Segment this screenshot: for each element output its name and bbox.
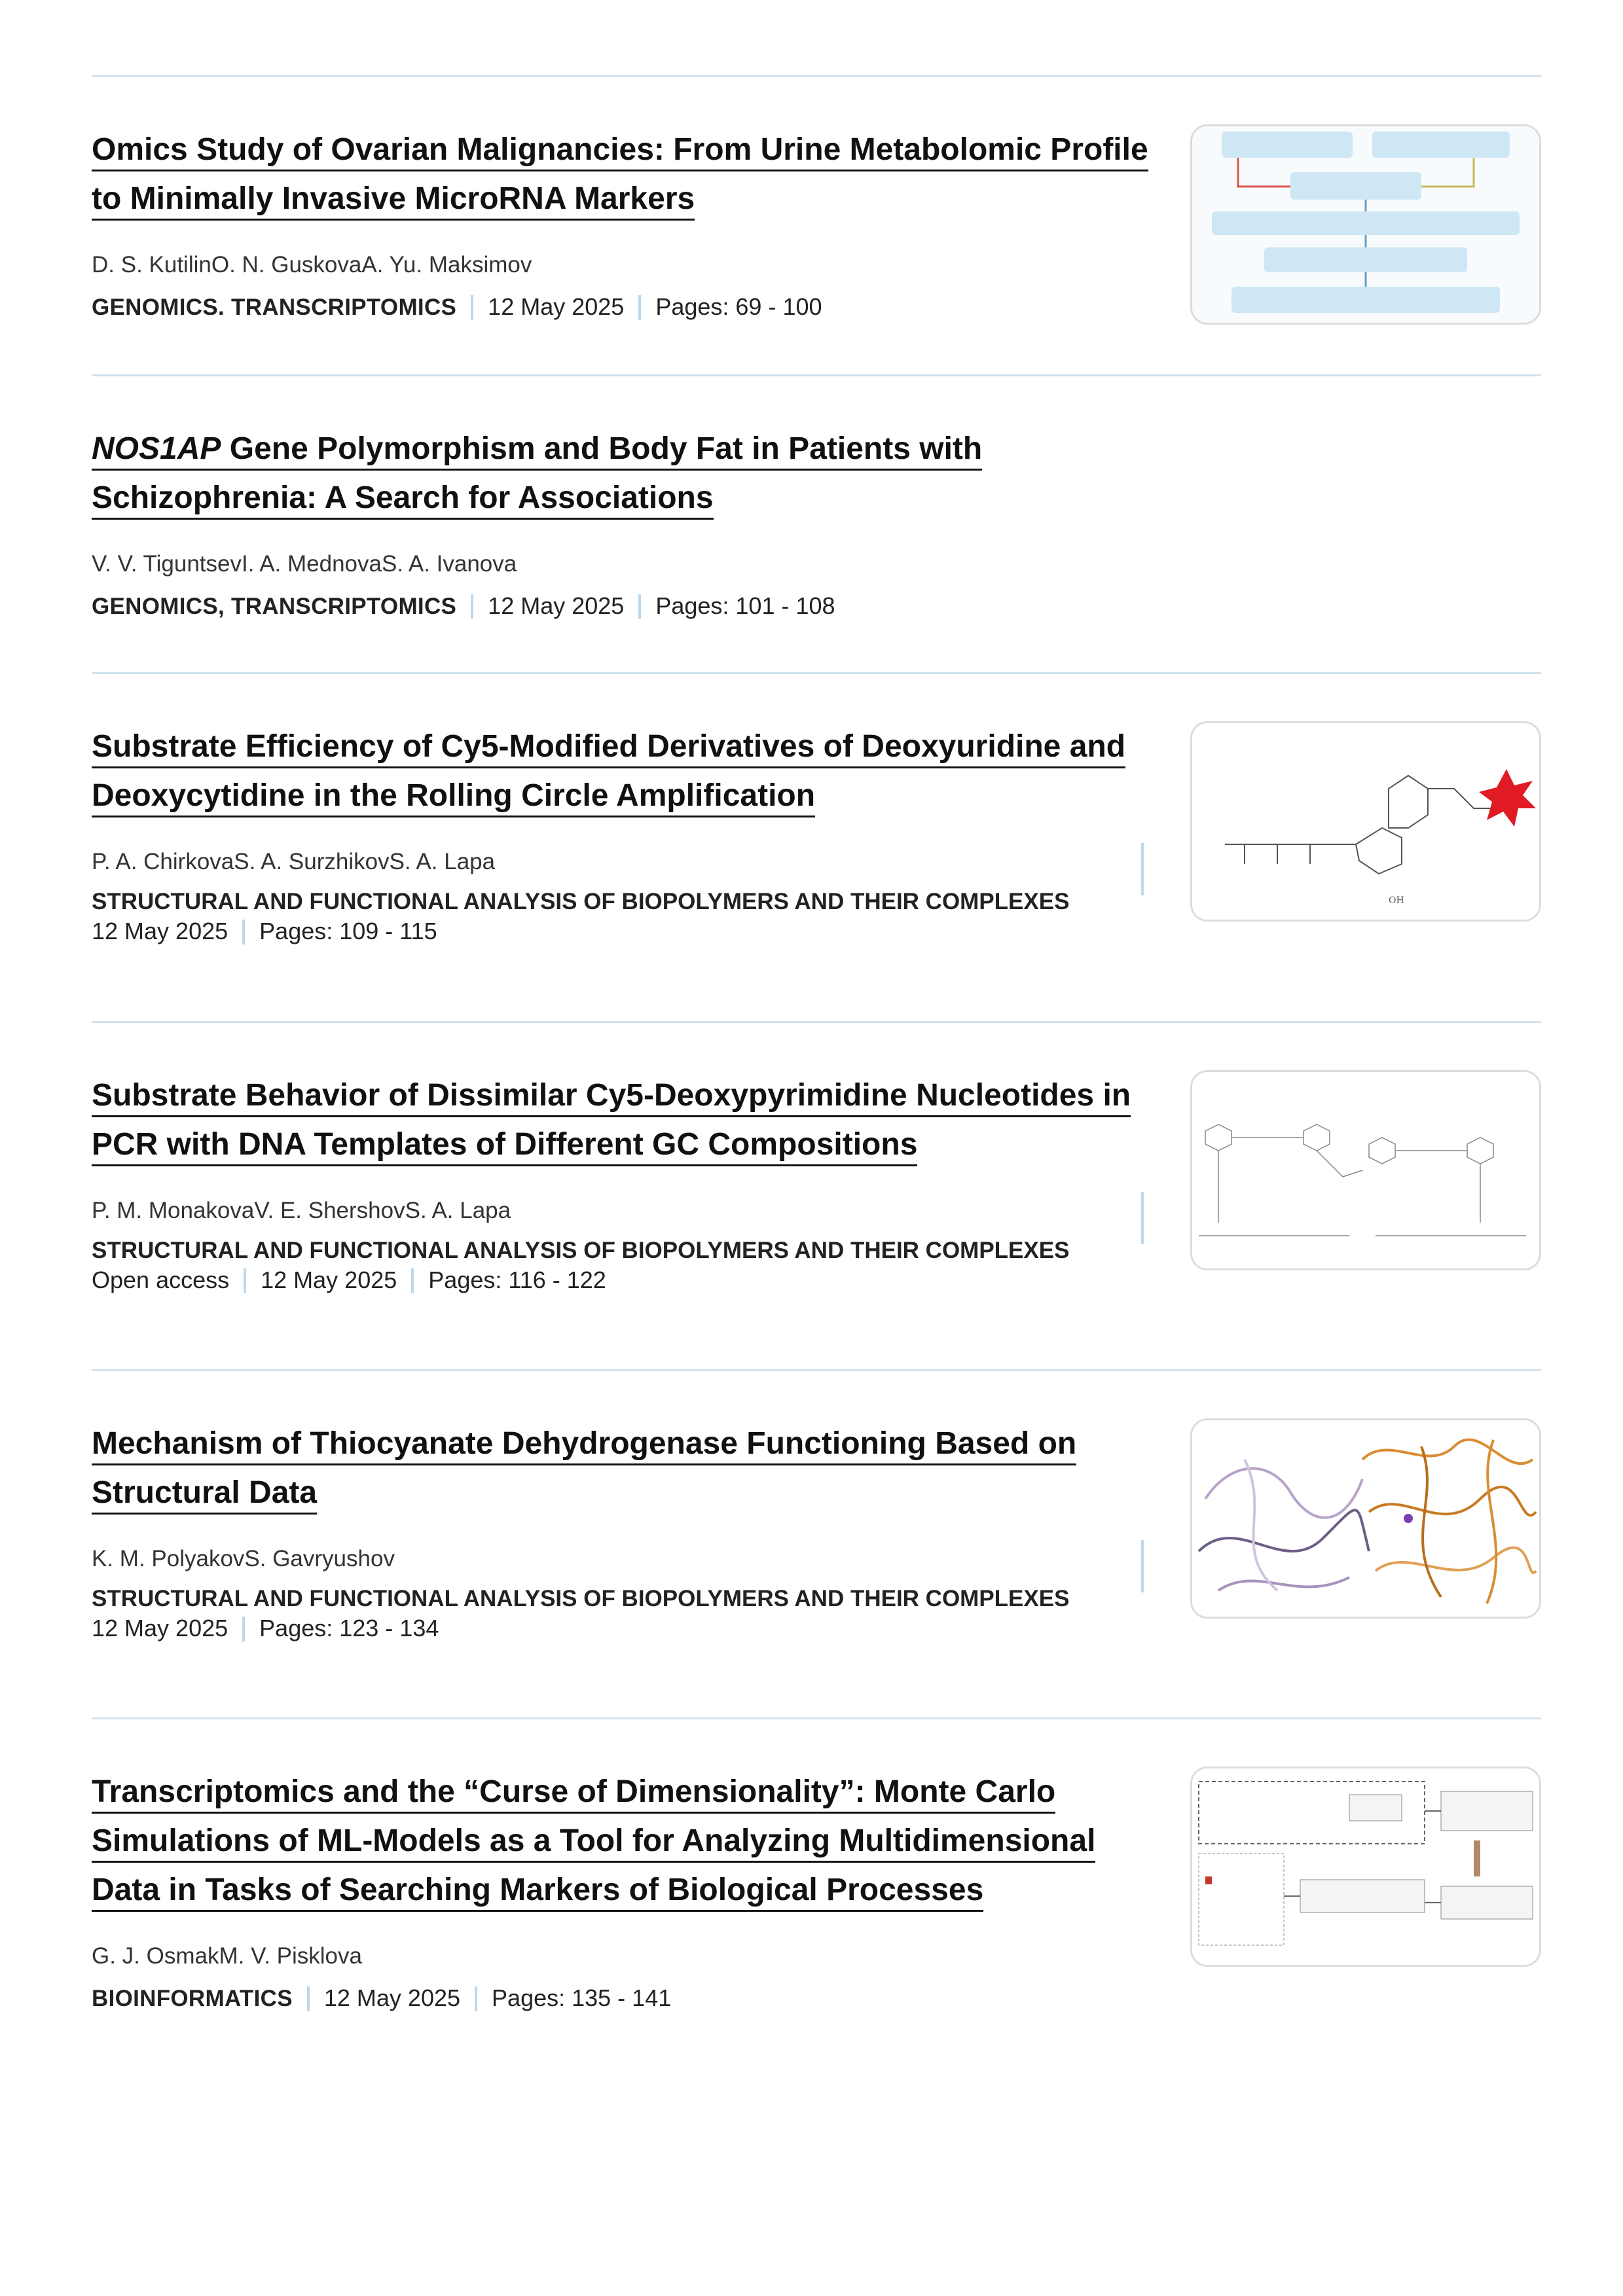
article-card (92, 674, 1541, 1021)
meta-separator (242, 920, 245, 944)
article-title (92, 1719, 1152, 1914)
article-date: 12 May 2025 (323, 1984, 461, 2011)
article-list (92, 75, 1541, 2060)
article-category[interactable]: STRUCTURAL AND FUNCTIONAL ANALYSIS OF BIOPOLYMERS AND THEIR COMPLEXES (92, 889, 1070, 914)
article-date: 12 May 2025 (488, 293, 625, 320)
article-authors: G. J. OsmakM. V. Pisklova (92, 1943, 362, 1969)
article-title (92, 674, 1152, 820)
article-date: 12 May 2025 (488, 592, 625, 619)
article-card (92, 1023, 1541, 1369)
article-title-link[interactable]: Substrate Efficiency of Cy5-Modified Derivatives of Deoxyuridine and Deoxycytidine in the Rolling Circle Amplification (92, 729, 1125, 817)
article-card (92, 1371, 1541, 1717)
gene-name: NOS1AP (92, 431, 221, 466)
article-pages: Pages: 123 - 134 (259, 1615, 439, 1641)
flowchart-thumbnail (1192, 126, 1539, 323)
article-title-link[interactable]: NOS1AP Gene Polymorphism and Body Fat in Patients with Schizophrenia: A Search for Associations (92, 431, 982, 520)
meta-separator (475, 1986, 477, 2011)
article-thumbnail[interactable] (1190, 721, 1541, 922)
article-date: 12 May 2025 (92, 1615, 228, 1641)
article-authors: P. M. MonakovaV. E. ShershovS. A. Lapa (92, 1198, 511, 1223)
svg-text:OH: OH (1389, 895, 1404, 906)
meta-separator (307, 1986, 310, 2011)
article-card (92, 1719, 1541, 2060)
meta-separator (244, 1268, 246, 1293)
article-title-link[interactable]: Omics Study of Ovarian Malignancies: From Urine Metabolomic Profile to Minimally Invasive MicroRNA Markers (92, 132, 1148, 221)
molecule-thumbnail (1192, 723, 1539, 920)
article-category[interactable]: BIOINFORMATICS (92, 1986, 293, 2011)
meta-separator (1141, 1192, 1144, 1244)
article-title (92, 1371, 1152, 1517)
access-badge: Open access (92, 1266, 230, 1293)
article-category[interactable]: STRUCTURAL AND FUNCTIONAL ANALYSIS OF BIOPOLYMERS AND THEIR COMPLEXES (92, 1238, 1070, 1263)
meta-separator (471, 594, 473, 619)
article-pages: Pages: 101 - 108 (655, 592, 835, 619)
article-category[interactable]: GENOMICS. TRANSCRIPTOMICS (92, 295, 457, 320)
article-pages: Pages: 109 - 115 (259, 918, 437, 944)
cy5-dye-thumbnail (1192, 1072, 1539, 1268)
meta-separator (411, 1268, 414, 1293)
article-card (92, 376, 1541, 672)
article-title-link[interactable]: Mechanism of Thiocyanate Dehydrogenase Functioning Based on Structural Data (92, 1426, 1076, 1515)
article-meta (92, 593, 1541, 620)
meta-separator (242, 1617, 245, 1641)
article-thumbnail[interactable] (1190, 1418, 1541, 1619)
article-thumbnail[interactable] (1190, 124, 1541, 325)
article-meta (92, 1985, 1541, 2012)
protein-structure-thumbnail (1192, 1420, 1539, 1617)
article-title-link[interactable]: Substrate Behavior of Dissimilar Cy5-Deoxypyrimidine Nucleotides in PCR with DNA Templates of Different GC Compositions (92, 1078, 1131, 1166)
meta-separator (471, 295, 473, 320)
article-authors: D. S. KutilinO. N. GuskovaA. Yu. Maksimov (92, 252, 532, 278)
meta-separator (1141, 1540, 1144, 1592)
article-date: 12 May 2025 (92, 918, 228, 944)
article-title (92, 376, 1152, 522)
article-title-link[interactable]: Transcriptomics and the “Curse of Dimensionality”: Monte Carlo Simulations of ML-Models as a Tool for Analyzing Multidimensional Data in Tasks of Searching Markers of Biological Processes (92, 1774, 1095, 1912)
article-pages: Pages: 69 - 100 (655, 293, 822, 320)
article-title (92, 77, 1152, 223)
article-card (92, 77, 1541, 374)
article-title (92, 1023, 1152, 1169)
article-pages: Pages: 135 - 141 (492, 1984, 672, 2011)
article-authors: P. A. ChirkovaS. A. SurzhikovS. A. Lapa (92, 849, 496, 874)
article-authors: K. M. PolyakovS. Gavryushov (92, 1546, 395, 1571)
article-thumbnail[interactable] (1190, 1767, 1541, 1967)
pipeline-diagram-thumbnail (1192, 1768, 1539, 1965)
meta-separator (638, 295, 641, 320)
article-pages: Pages: 116 - 122 (428, 1266, 606, 1293)
article-authors: V. V. TiguntsevI. A. MednovaS. A. Ivanova (92, 551, 517, 577)
article-category[interactable]: STRUCTURAL AND FUNCTIONAL ANALYSIS OF BIOPOLYMERS AND THEIR COMPLEXES (92, 1586, 1070, 1611)
article-thumbnail[interactable] (1190, 1070, 1541, 1270)
article-category[interactable]: GENOMICS, TRANSCRIPTOMICS (92, 594, 457, 619)
article-date: 12 May 2025 (261, 1266, 397, 1293)
meta-separator (638, 594, 641, 619)
meta-separator (1141, 843, 1144, 895)
